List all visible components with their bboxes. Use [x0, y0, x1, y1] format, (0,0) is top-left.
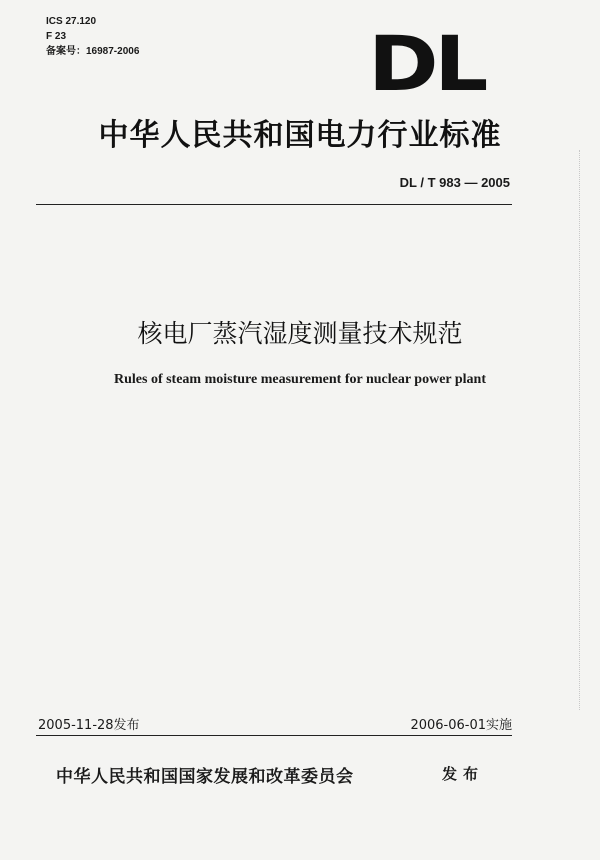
issuing-authority: 中华人民共和国国家发展和改革委员会 [56, 767, 354, 787]
document-title-english: Rules of steam moisture measurement for nuclear power plant [114, 372, 486, 387]
scan-edge-mark [578, 150, 580, 710]
standard-number: DL / T 983 — 2005 [399, 175, 510, 190]
document-title-chinese: 核电厂蒸汽湿度测量技术规范 [137, 319, 463, 348]
cover-metadata [46, 14, 139, 59]
publish-label: 发布 [442, 765, 485, 783]
implementation-date: 2006-06-01实施 [410, 718, 512, 733]
issue-date: 2005-11-28发布 [38, 718, 140, 733]
record-number: 备案号：16987-2006 [46, 46, 140, 57]
top-divider [36, 204, 512, 205]
ics-code: ICS 27.120 [46, 16, 97, 27]
category-code: F 23 [46, 31, 67, 42]
bottom-divider [36, 735, 512, 736]
dl-logo: DL [368, 19, 484, 108]
industry-standard-title: 中华人民共和国电力行业标准 [98, 118, 502, 153]
